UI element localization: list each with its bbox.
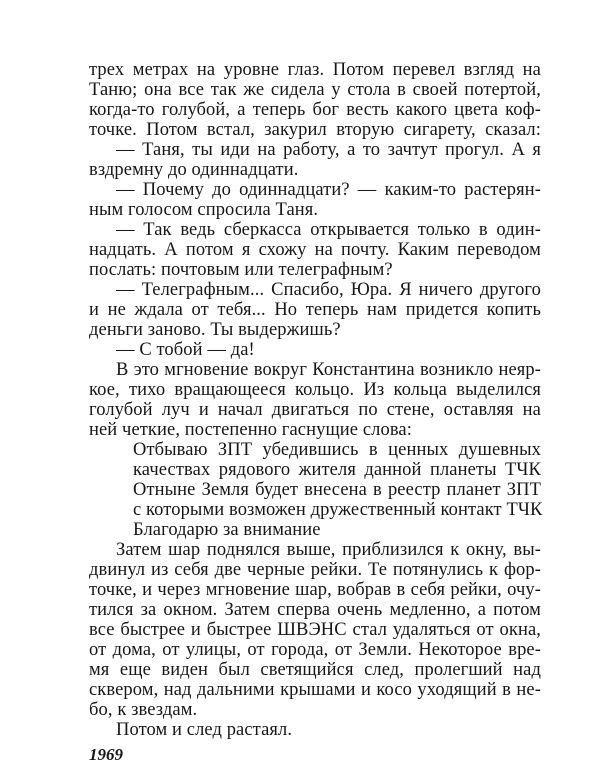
text-line: — Таня, ты иди на работу, а то зачтут прогул. А я	[116, 140, 541, 160]
text-line: ным голосом спросила Таня.	[89, 200, 319, 220]
text-line: — Так ведь сберкасса открывается только в один-	[116, 220, 541, 240]
text-line: — Почему до одиннадцати? — каким-то растерян-	[116, 180, 541, 200]
text-line: надцать. А потом я схожу на почту. Каким переводом	[89, 240, 541, 260]
text-line: тился за окном. Затем сперва очень медленно, а потом	[89, 600, 541, 620]
text-line: голубой луч и начал двигаться по стене, оставляя на	[89, 400, 541, 420]
text-line: Затем шар поднялся выше, приблизился к окну, вы-	[116, 540, 541, 560]
message-line: Благодарю за внимание	[133, 520, 321, 540]
text-line: когда-то голубой, а теперь бог весть какого цвета коф-	[89, 100, 541, 120]
message-line: с которыми возможен дружественный контакт ТЧК	[133, 500, 543, 520]
publication-year: 1969	[89, 745, 123, 764]
text-line: от дома, от улицы, от города, от Земли. Некоторое вре-	[89, 640, 541, 660]
text-line: вздремну до одиннадцати.	[89, 160, 299, 180]
text-line: ней четкие, постепенно гаснущие слова:	[89, 420, 412, 440]
text-line: Потом и след растаял.	[116, 720, 293, 740]
text-line: трех метрах на уровне глаз. Потом перевел взгляд на	[89, 60, 541, 80]
text-line: деньги заново. Ты выдержишь?	[89, 320, 341, 340]
text-line: кое, тихо вращающееся кольцо. Из кольца выделился	[89, 380, 541, 400]
text-line: двинул из себя две черные рейки. Те потянулись к фор-	[89, 560, 541, 580]
text-line: точке. Потом встал, закурил вторую сигарету, сказал:	[89, 120, 541, 140]
text-line: сквером, над дальними крышами и косо уходящий в не-	[89, 680, 541, 700]
text-line: точке, и через мгновение шар, вобрав в себя рейки, очу-	[89, 580, 541, 600]
message-line: Отбываю ЗПТ убедившись в ценных душевных	[133, 440, 541, 460]
text-line: мя еще виден был светящийся след, пролегший над	[89, 660, 541, 680]
message-line: качествах рядового жителя данной планеты ТЧК	[133, 460, 541, 480]
text-line: бо, к звездам.	[89, 700, 198, 720]
text-line: и не ждала от тебя... Но теперь нам придется копить	[89, 300, 541, 320]
message-line: Отныне Земля будет внесена в реестр планет ЗПТ	[133, 480, 541, 500]
text-line: В это мгновение вокруг Константина возникло неяр-	[116, 360, 541, 380]
text-line: Таню; она все так же сидела у стола в своей потертой,	[89, 80, 541, 100]
text-line: — Телеграфным... Спасибо, Юра. Я ничего другого	[116, 280, 541, 300]
text-line: послать: почтовым или телеграфным?	[89, 260, 393, 280]
text-line: все быстрее и быстрее ШВЭНС стал удаляться от окна,	[89, 620, 541, 640]
text-line: — С тобой — да!	[116, 340, 255, 360]
